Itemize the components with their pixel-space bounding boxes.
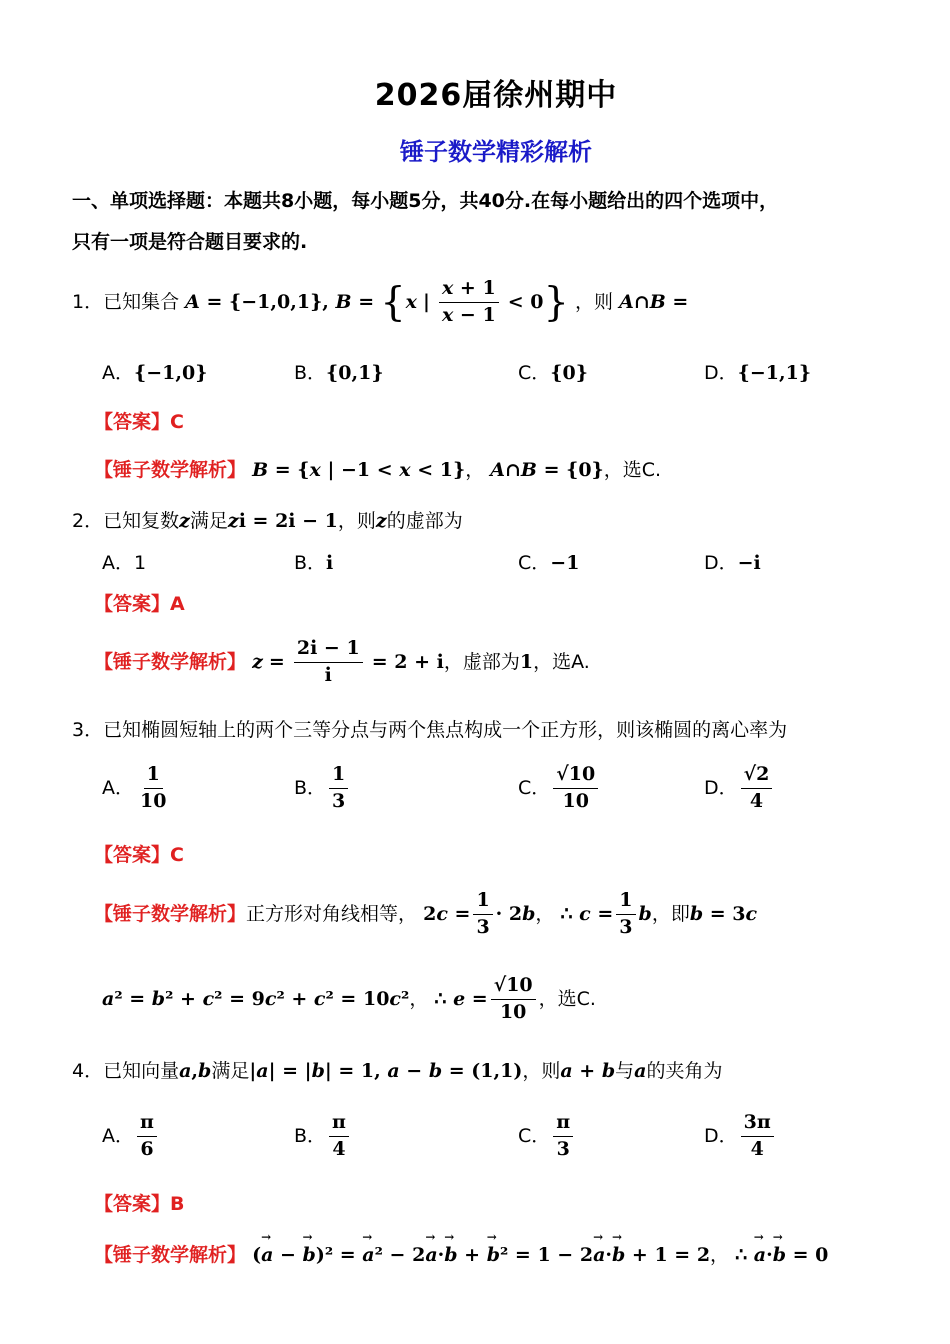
question-4-option-b: B． $\frac{\pi}{4}$ (294, 1112, 352, 1161)
question-1-set-a: A = {−1,0,1}, B = (185, 290, 375, 313)
question-3-option-b: B． $\frac{1}{3}$ (294, 764, 351, 813)
question-1-target: A∩B = (619, 290, 689, 313)
question-2-stem: 2．已知复数z满足zi = 2i − 1，则z的虚部为 (72, 510, 463, 532)
question-1-answer: 【答案】C (94, 411, 184, 433)
question-3-solution-line1: 【锤子数学解析】正方形对角线相等， 2c = $\frac{1}{3}$ · 2b， ∴ c = $\frac{1}{3}$ b，即b = 3c (94, 889, 758, 938)
brace-right-icon: } (543, 279, 569, 326)
section-instructions-line1: 一、单项选择题：本题共8小题，每小题5分，共40分.在每小题给出的四个选项中， (72, 190, 779, 212)
question-2-option-a: A．1 (102, 552, 147, 574)
question-1-suffix: ，则 (575, 290, 614, 313)
page-subtitle: 锤子数学精彩解析 (400, 138, 592, 166)
section-instructions-line2: 只有一项是符合题目要求的. (72, 231, 308, 253)
question-1-option-b: B．{0,1} (294, 362, 384, 384)
question-4-answer: 【答案】B (94, 1193, 185, 1215)
question-3-answer: 【答案】C (94, 844, 184, 866)
question-1-prefix: 1．已知集合 (72, 290, 180, 313)
question-1-option-a: A．{−1,0} (102, 362, 208, 384)
brace-left-icon: { (380, 279, 406, 326)
question-3-option-c: C． $\frac{√10}{10}$ (518, 764, 601, 813)
page-title: 2026届徐州期中 (374, 78, 618, 113)
question-1-solution: 【锤子数学解析】 B = {x | −1 < x < 1}， A∩B = {0}，选C. (94, 459, 662, 481)
question-4-option-d: D． $\frac{3\pi}{4}$ (704, 1112, 777, 1161)
question-3-stem: 3．已知椭圆短轴上的两个三等分点与两个焦点构成一个正方形，则该椭圆的离心率为 (72, 719, 788, 741)
question-1-option-c: C．{0} (518, 362, 588, 384)
question-2-option-c: C．−1 (518, 552, 580, 574)
question-4-stem: 4．已知向量a,b满足|a| = |b| = 1, a − b = (1,1)，则a + b与a的夹角为 (72, 1060, 723, 1082)
question-1-option-d: D．{−1,1} (704, 362, 812, 384)
question-2-answer: 【答案】A (94, 593, 185, 615)
question-3-solution-line2: a² = b² + c² = 9c² + c² = 10c²， ∴ e = $\frac{√10}{10}$ ，选C. (102, 974, 596, 1023)
question-1-stem: 1．已知集合 A = {−1,0,1}, B = {x | $\frac{x + 1}{x - 1}$ < 0} ，则 A∩B = (72, 277, 689, 326)
question-4-option-a: A． $\frac{\pi}{6}$ (102, 1112, 160, 1161)
question-2-option-d: D．−i (704, 552, 761, 574)
question-2-option-b: B．i (294, 552, 334, 574)
question-2-solution: 【锤子数学解析】 z = $\frac{2i - 1}{i}$ = 2 + i，虚部为1，选A. (94, 637, 590, 686)
question-4-option-c: C． $\frac{\pi}{3}$ (518, 1112, 576, 1161)
question-3-option-a: A． $\frac{1}{10}$ (102, 763, 167, 812)
question-4-solution: 【锤子数学解析】 (→ a − → b)² = → a² − 2→ a·→ b + → b² = 1 − 2→ a·→ b + 1 = 2， ∴ → a·→ b = 0 (94, 1240, 828, 1267)
question-3-option-d: D． $\frac{√2}{4}$ (704, 764, 775, 813)
question-1-fraction: $\frac{x + 1}{x - 1}$ (439, 278, 499, 327)
